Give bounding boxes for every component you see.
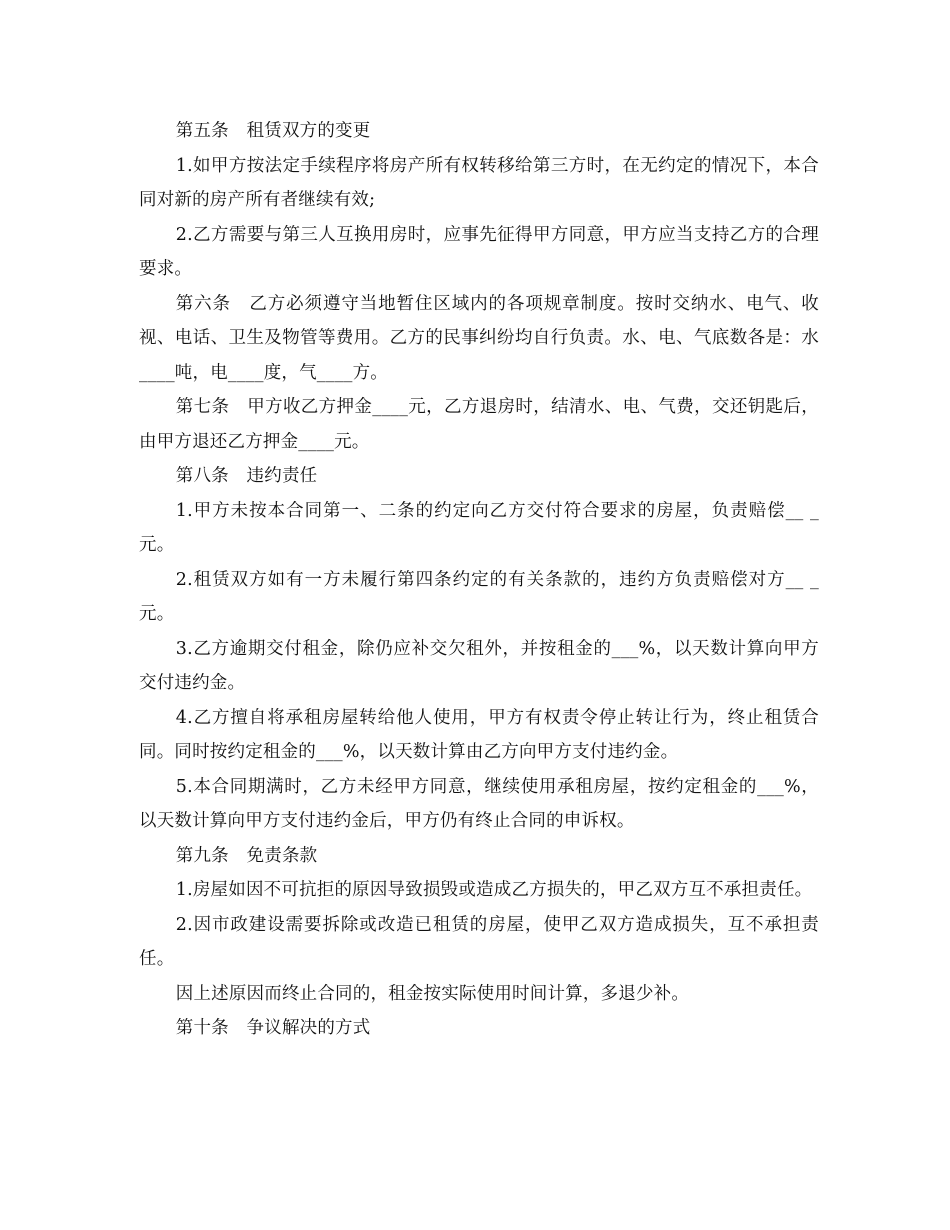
document-body — [139, 114, 819, 1046]
article-8-heading: 第八条 违约责任 — [175, 466, 318, 486]
article-8-clause-5: 5.本合同期满时，乙方未经甲方同意，继续使用承租房屋，按约定租金的___%，以天数计算向甲方支付违约金后，甲方仍有终止合同的申诉权。 — [139, 776, 819, 831]
article-9-clause-1: 1.房屋如因不可抗拒的原因导致损毁或造成乙方损失的，甲乙双方互不承担责任。 — [175, 880, 813, 900]
article-5-heading: 第五条 租赁双方的变更 — [175, 121, 371, 141]
article-9-clause-2: 2.因市政建设需要拆除或改造已租赁的房屋，使甲乙双方造成损失，互不承担责任。 — [139, 914, 819, 969]
article-8-clause-1: 1.甲方未按本合同第一、二条的约定向乙方交付符合要求的房屋，负责赔偿__ _元。 — [139, 500, 819, 555]
article-6: 第六条 乙方必须遵守当地暂住区域内的各项规章制度。按时交纳水、电气、收视、电话、卫生及物管等费用。乙方的民事纠纷均自行负责。水、电、气底数各是：水____吨，电____度，气____方。 — [139, 293, 819, 383]
article-9-note: 因上述原因而终止合同的，租金按实际使用时间计算，多退少补。 — [175, 983, 690, 1004]
article-5-clause-2: 2.乙方需要与第三人互换用房时，应事先征得甲方同意，甲方应当支持乙方的合理要求。 — [139, 224, 819, 279]
article-10-heading: 第十条 争议解决的方式 — [175, 1018, 371, 1038]
article-7: 第七条 甲方收乙方押金____元，乙方退房时，结清水、电、气费，交还钥匙后，由甲方退还乙方押金____元。 — [139, 397, 819, 452]
article-8-clause-3: 3.乙方逾期交付租金，除仍应补交欠租外，并按租金的___%，以天数计算向甲方交付违约金。 — [139, 638, 819, 693]
article-9-heading: 第九条 免责条款 — [175, 845, 318, 866]
article-8-clause-2: 2.租赁双方如有一方未履行第四条约定的有关条款的，违约方负责赔偿对方__ _元。 — [139, 569, 819, 624]
article-8-clause-4: 4.乙方擅自将承租房屋转给他人使用，甲方有权责令停止转让行为，终止租赁合同。同时按约定租金的___%，以天数计算由乙方向甲方支付违约金。 — [139, 707, 819, 762]
article-5-clause-1: 1.如甲方按法定手续程序将房产所有权转移给第三方时，在无约定的情况下，本合同对新的房产所有者继续有效; — [139, 155, 819, 210]
